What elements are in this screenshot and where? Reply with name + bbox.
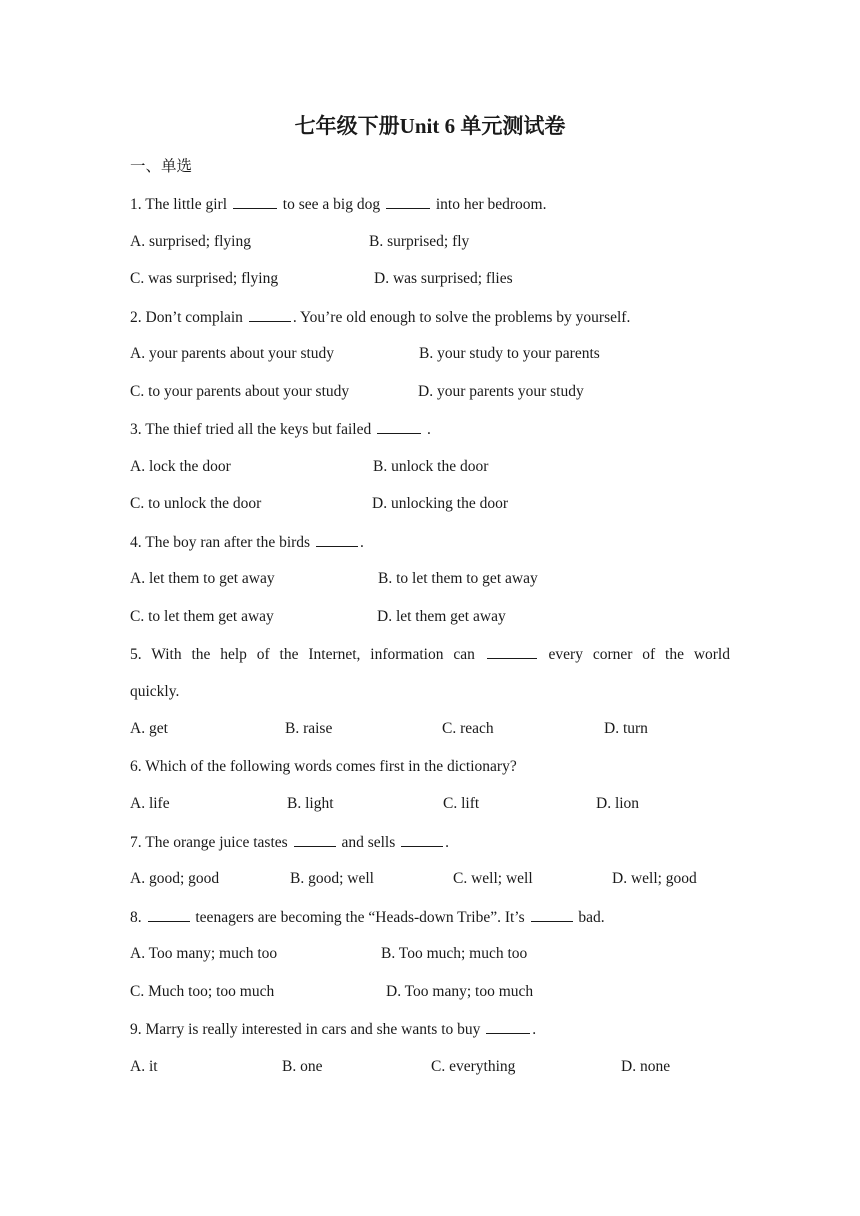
option-d[interactable]: D. let them get away (377, 608, 506, 625)
answer-blank (148, 907, 190, 922)
option-b[interactable]: B. good; well (290, 870, 374, 887)
answer-blank (486, 1019, 530, 1034)
option-a[interactable]: A. it (130, 1058, 158, 1075)
option-c[interactable]: C. to your parents about your study (130, 383, 350, 400)
option-c[interactable]: C. everything (431, 1058, 516, 1075)
option-a[interactable]: A. let them to get away (130, 570, 275, 587)
option-a[interactable]: A. Too many; much too (130, 945, 278, 962)
option-c[interactable]: C. to unlock the door (130, 495, 262, 512)
answer-blank (233, 194, 277, 209)
option-b[interactable]: B. Too much; much too (381, 945, 528, 962)
option-a[interactable]: A. your parents about your study (130, 345, 335, 362)
question-2: 2. Don’t complain . You’re old enough to solve the problems by yourself. (130, 309, 631, 326)
option-d[interactable]: D. well; good (612, 870, 697, 887)
option-b[interactable]: B. to let them to get away (378, 570, 538, 587)
answer-blank (487, 644, 537, 659)
answer-blank (377, 419, 421, 434)
option-a[interactable]: A. life (130, 795, 170, 812)
option-b[interactable]: B. light (287, 795, 334, 812)
option-d[interactable]: D. lion (596, 795, 640, 812)
question-4: 4. The boy ran after the birds . (130, 534, 364, 551)
answer-blank (294, 832, 336, 847)
option-b[interactable]: B. raise (285, 720, 333, 737)
answer-blank (386, 194, 430, 209)
option-b[interactable]: B. one (282, 1058, 323, 1075)
question-5-continued: quickly. (130, 683, 180, 700)
question-9: 9. Marry is really interested in cars and she wants to buy . (130, 1021, 537, 1038)
option-d[interactable]: D. none (621, 1058, 671, 1075)
option-a[interactable]: A. surprised; flying (130, 233, 251, 250)
option-c[interactable]: C. reach (442, 720, 494, 737)
option-a[interactable]: A. lock the door (130, 458, 231, 475)
answer-blank (316, 532, 358, 547)
option-d[interactable]: D. unlocking the door (372, 495, 509, 512)
answer-blank (531, 907, 573, 922)
option-c[interactable]: C. well; well (453, 870, 533, 887)
question-8: 8. teenagers are becoming the “Heads-down Tribe”. It’s bad. (130, 909, 605, 926)
section-heading: 一、单选 (130, 158, 193, 175)
option-a[interactable]: A. get (130, 720, 168, 737)
option-c[interactable]: C. Much too; too much (130, 983, 275, 1000)
answer-blank (401, 832, 443, 847)
question-6: 6. Which of the following words comes first in the dictionary? (130, 758, 517, 775)
option-c[interactable]: C. lift (443, 795, 480, 812)
option-c[interactable]: C. to let them get away (130, 608, 274, 625)
option-d[interactable]: D. was surprised; flies (374, 270, 513, 287)
answer-blank (249, 307, 291, 322)
option-d[interactable]: D. your parents your study (418, 383, 584, 400)
option-b[interactable]: B. your study to your parents (419, 345, 600, 362)
option-c[interactable]: C. was surprised; flying (130, 270, 279, 287)
option-a[interactable]: A. good; good (130, 870, 220, 887)
question-3: 3. The thief tried all the keys but failed . (130, 421, 431, 438)
question-7: 7. The orange juice tastes and sells . (130, 834, 449, 851)
option-b[interactable]: B. surprised; fly (369, 233, 470, 250)
option-d[interactable]: D. turn (604, 720, 648, 737)
option-b[interactable]: B. unlock the door (373, 458, 489, 475)
question-1: 1. The little girl to see a big dog into her bedroom. (130, 196, 547, 213)
question-5: 5. With the help of the Internet, information can every corner of the world (130, 646, 730, 663)
page-title: 七年级下册Unit 6 单元测试卷 (294, 114, 566, 138)
option-d[interactable]: D. Too many; too much (386, 983, 534, 1000)
